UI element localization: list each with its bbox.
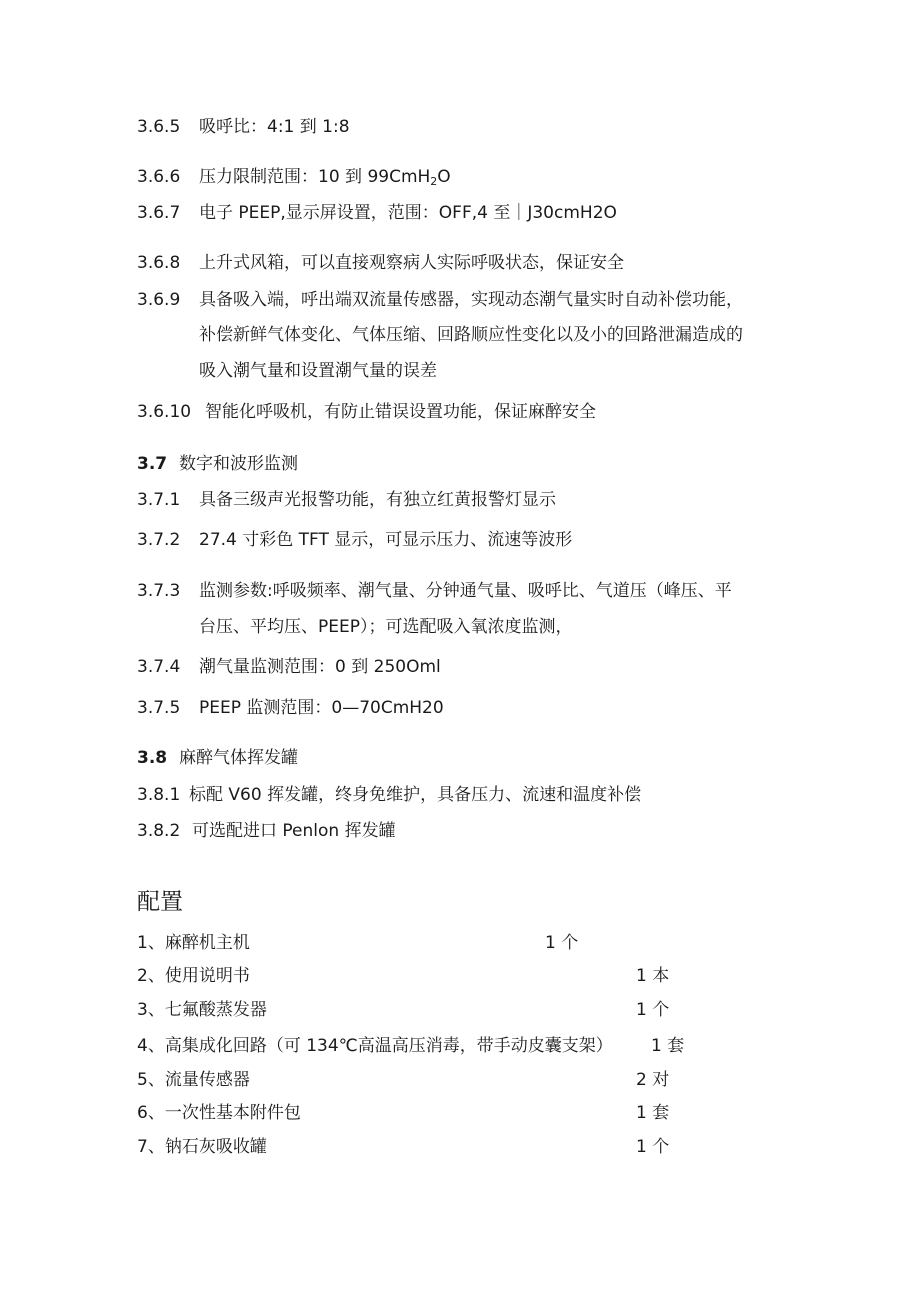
config-item-name: 6、一次性基本附件包 [137,1103,301,1123]
config-item-qty: 1 个 [636,1137,670,1157]
item-text-subscript: 2 [430,175,438,188]
item-number: 3.8.2 [137,821,181,841]
item-number: 3.6.8 [137,253,181,273]
config-item-name: 5、流量传感器 [137,1070,250,1090]
config-item-qty: 2 对 [636,1070,670,1090]
item-text-line: 监测参数:呼吸频率、潮气量、分钟通气量、吸呼比、气道压（峰压、平 [199,581,732,601]
section-title: 数字和波形监测 [179,454,298,474]
config-item-qty: 1 个 [636,1000,670,1020]
item-number: 3.6.6 [137,167,181,187]
item-number: 3.7.3 [137,581,181,601]
item-text: 具备三级声光报警功能，有独立红黄报警灯显示 [199,490,556,510]
item-text-suffix: O [437,167,451,187]
config-item-qty: 1 本 [636,966,670,986]
config-item-qty: 1 套 [651,1036,685,1056]
config-item-name: 2、使用说明书 [137,966,250,986]
item-number: 3.8.1 [137,785,181,805]
item-text: 智能化呼吸机，有防止错误设置功能，保证麻醉安全 [205,402,596,422]
item-number: 3.6.10 [137,402,192,422]
item-text: PEEP 监测范围：0—70CmH20 [199,698,444,718]
item-number: 3.7.5 [137,698,181,718]
config-item-qty: 1 个 [545,933,579,953]
item-text: 标配 V60 挥发罐，终身免维护，具备压力、流速和温度补偿 [189,785,642,805]
section-title: 麻醉气体挥发罐 [179,748,298,768]
item-number: 3.6.5 [137,117,181,137]
item-number: 3.6.9 [137,290,181,310]
config-item-qty: 1 套 [636,1103,670,1123]
item-text [199,166,451,188]
config-item-name: 3、七氟酸蒸发器 [137,1000,267,1020]
item-text: 电子 PEEP,显示屏设置，范围：OFF,4 至｜J30cmH2O [199,203,617,223]
config-item-name: 7、钠石灰吸收罐 [137,1137,267,1157]
section-number: 3.8 [137,748,168,768]
item-text: 27.4 寸彩色 TFT 显示，可显示压力、流速等波形 [199,530,573,550]
config-item-name: 1、麻醉机主机 [137,933,250,953]
item-text-line: 台压、平均压、PEEP）；可选配吸入氧浓度监测， [199,617,573,637]
item-text-line: 吸入潮气量和设置潮气量的误差 [199,361,437,381]
item-number: 3.6.7 [137,203,181,223]
section-number: 3.7 [137,454,168,474]
item-number: 3.7.1 [137,490,181,510]
item-text: 吸呼比：4:1 到 1:8 [199,117,350,137]
item-text: 上升式风箱，可以直接观察病人实际呼吸状态，保证安全 [199,253,624,273]
item-text-line: 补偿新鲜气体变化、气体压缩、回路顺应性变化以及小的回路泄漏造成的 [199,325,743,345]
item-text-main: 压力限制范围：10 到 99CmH [199,167,431,187]
item-text-line: 具备吸入端，呼出端双流量传感器，实现动态潮气量实时自动补偿功能， [199,290,743,310]
config-item-name: 4、高集成化回路（可 134℃高温高压消毒，带手动皮囊支架） [137,1036,613,1056]
item-number: 3.7.2 [137,530,181,550]
item-text: 可选配进口 Penlon 挥发罐 [192,821,396,841]
config-heading: 配置 [137,889,183,915]
item-number: 3.7.4 [137,657,181,677]
item-text: 潮气量监测范围：0 到 250Oml [199,657,441,677]
